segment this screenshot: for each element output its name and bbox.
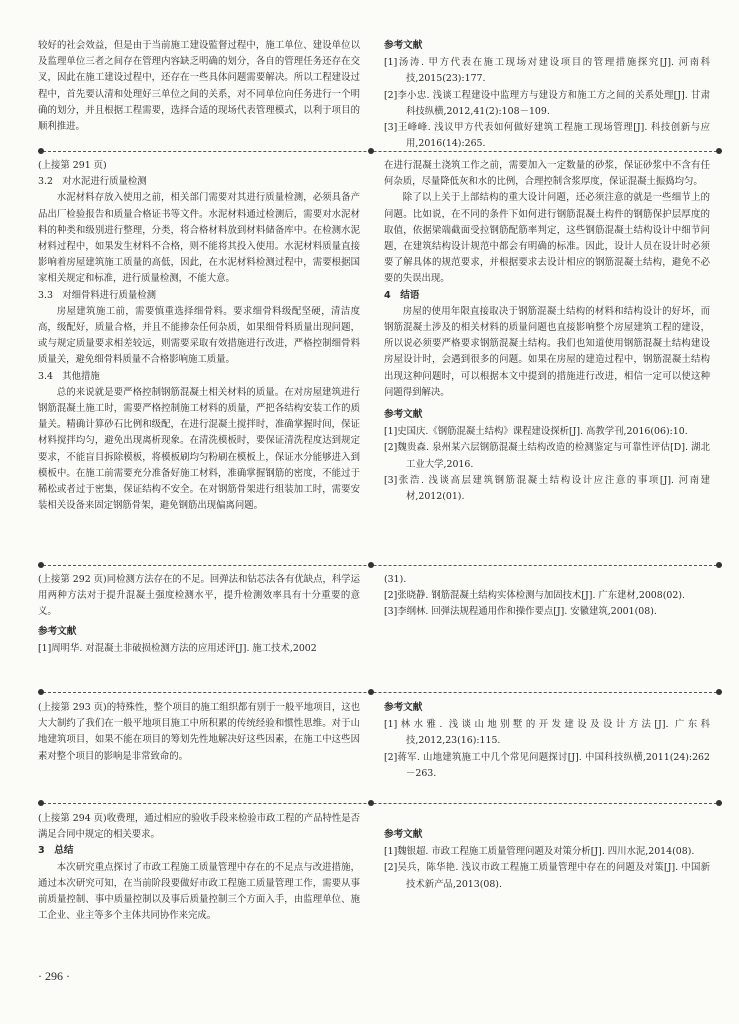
reference-item: [2]张晓静. 钢筋混凝土结构实体检测与加固技术[J]. 广东建材,2008(02). xyxy=(384,590,685,602)
section1-references xyxy=(384,38,710,152)
body-paragraph: 较好的社会效益，但是由于当前施工建设監督过程中，施工单位、建设单位以及监理单位三者之间存在管理内容缺乏明确的划分，各自的管理任务还存在交叉，因此在施工建设过程中，还存在一些具体问题需要解决。所以工程建设过程中，首先要认清和处理好三单位之间的关系，对不同单位向任务进行一个明确的划分，并且根据工程需要，选择合适的现场代表管理模式，以利于项目的顺利推进。 xyxy=(38,40,360,133)
reference-item: [1]汤涛. 甲方代表在施工现场对建设项目的管理措施探究[J]. 河南科技,2015(23):177. xyxy=(384,57,710,85)
body-paragraph: 本次研究重点探讨了市政工程施工质量管理中存在的不足点与改进措施，通过本次研究可知，在当前阶段要做好市政工程施工质量管理工作，需要从事前质量控制、事中质量控制以及事后质量控制三个方面入手，由监理单位、施工企业、业主等多个主体共同协作来完成。 xyxy=(38,861,360,922)
body-paragraph: 房屋的使用年限直接取决于钢筋混凝土结构的材料和结构设计的好坏，而钢筋混凝土涉及的相关材料的质量问题也直接影响整个房屋建筑工程的建设，所以说必须要严格要求钢筋混凝土结构。我们也知道使用钢筋混凝土结构建设房屋设计时，会遇到很多的问题。如果在房屋的建造过程中，钢筋混凝土结构出现这种问题时，可以根据本文中提到的措施进行改进，相信一定可以使这种问题得到解决。 xyxy=(384,305,710,398)
heading-4: 4 结语 xyxy=(384,289,420,301)
section-separator xyxy=(38,692,722,693)
references-heading: 参考文献 xyxy=(384,702,423,713)
reference-item: [2]吴兵，陈华艳. 浅议市政工程施工质量管理中存在的问题及对策[J]. 中国新技术新产品,2013(08). xyxy=(384,862,710,890)
heading-3-2: 3.2 对水泥进行质量检测 xyxy=(38,176,147,188)
body-paragraph: 总的来说就是要严格控制钢筋混凝土相关材料的质量。在对房屋建筑进行钢筋混凝土施工时，需要严格控制施工材料的质量，严把各结构安装工作的质量关。精确计算砂石比例和级配，在进行混凝土搅拌时，准确掌握时间，保证材料搅拌均匀，避免出现离析现象。在清洗模板时，要保证清洗程度达到规定要求，不能盲目拆除模板，将模板刷均匀粉刷在模板上，保证水分能够进入到模板中。在施工前需要充分准备好施工材料，准确掌握钢筋的密度，不能过于稀松或者过于密集，保证结构不安全。在对钢筋骨架进行组装加工时，需要安装相关设备来固定钢筋骨架，避免钢筋出现偏离问题。 xyxy=(38,386,360,512)
heading-3-4: 3.4 其他措施 xyxy=(38,370,100,382)
reference-item: [1]周明华. 对混凝土非破损检测方法的应用述评[J]. 施工技术,2002 xyxy=(38,642,317,654)
continued-note: (上接第 294 页)收费理，通过相应的验收手段来检验市政工程的产品特性是否满足合同中规定的相关要求。 xyxy=(38,813,360,841)
reference-item: [2]李小忠. 浅谈工程建设中监理方与建设方和施工方之间的关系处理[J]. 甘肃科技纵横,2012,41(2):108－109. xyxy=(384,89,710,117)
section2-right xyxy=(384,158,710,505)
references-heading: 参考文献 xyxy=(384,829,423,840)
heading-3: 3 总结 xyxy=(38,845,74,857)
reference-item: [1]林水雅. 浅谈山地别墅的开发建设及设计方法[J]. 广东科技,2012,23(16):115. xyxy=(384,719,710,747)
section3-left xyxy=(38,572,360,657)
reference-item: (31). xyxy=(384,574,407,585)
continued-note: (上接第 291 页) xyxy=(38,160,107,171)
section4-left xyxy=(38,700,360,765)
section5-left xyxy=(38,811,360,924)
section-separator xyxy=(38,151,722,152)
references-heading: 参考文献 xyxy=(384,40,423,51)
reference-item: [2]蒋军. 山地建筑施工中几个常见问题探讨[J]. 中国科技纵横,2011(24):262－263. xyxy=(384,751,710,779)
body-paragraph: 在进行混凝土浇筑工作之前，需要加入一定数量的砂浆，保证砂浆中不含有任何杂质，尽量降低灰和水的比例，合理控制含浆厚度，保证混凝土振捣均匀。 xyxy=(384,160,710,188)
body-paragraph: (上接第 293 页)的特殊性，整个项目的施工组织都有别于一般平地项目，这也大大制约了我们在一般平地项目施工中所积累的传统经验和惯性思维。对于山地建筑项目，如果不能在项目的筹划先性地解决好这些因素，在施工中这些因素对整个项目的影响是非常致命的。 xyxy=(38,702,360,762)
heading-3-3: 3.3 对细骨料进行质量检测 xyxy=(38,289,157,301)
section4-references xyxy=(384,700,710,782)
body-paragraph: (上接第 292 页)同检测方法存在的不足。回弹法和钻芯法各有优缺点，科学运用两种方法对于提升混凝土强度检测水平，提升检测效率具有十分重要的意义。 xyxy=(38,574,360,618)
body-paragraph: 水泥材料存放入使用之前，相关部门需要对其进行质量检测，必须具备产品出厂检验报告和质量合格证书等文件。水泥材料通过检测后，需要对水泥材料的种类和级别进行整理，分类，将合格材料放到材料储备库中。在检测水泥材料过程中，如果发生材料不合格，则不能将其投入使用。水泥材料质量直接影响着房屋建筑施工质量的高低，因此，在水泥材料检测过程中，需要根据国家相关规定和标准，进行质量检测，不能大意。 xyxy=(38,192,360,285)
section-separator xyxy=(38,803,722,804)
page-number: · 296 · xyxy=(38,969,70,983)
section1-left xyxy=(38,38,360,135)
reference-item: [3]王峰峰. 浅议甲方代表如何做好建筑工程施工现场管理[J]. 科技创新与应用,2016(14):265. xyxy=(384,122,710,150)
reference-item: [1]史国庆.《钢筋混凝土结构》课程建设探析[J]. 高教学刊,2016(06):10. xyxy=(384,426,688,438)
section-separator xyxy=(38,565,722,566)
reference-item: [3]张浩. 浅谈高层建筑钢筋混凝土结构设计应注意的事项[J]. 河南建材,2012(01). xyxy=(384,474,710,503)
section2-left xyxy=(38,158,360,514)
body-paragraph: 除了以上关于上部结构的重大设计问题，还必须注意的就是一些细节上的问题。比如说，在不同的条件下如何进行钢筋混凝土构件的钢筋保护层厚度的取值，依据梁端截面受拉钢筋配筋率判定，这些钢筋混凝土结构设计中细节问题，在建筑结构设计规范中都会有明确的标准。因此，设计人员在设计时必须要了解具体的规范要求，并根据要求去设计相应的钢筋混凝土结构，避免不必要的失误出现。 xyxy=(384,192,710,285)
references-heading: 参考文献 xyxy=(38,625,77,637)
reference-item: [3]李纲林. 回弹法规程通用作和操作要点[J]. 安徽建筑,2001(08). xyxy=(384,606,657,618)
references-heading: 参考文献 xyxy=(384,409,423,421)
section3-right xyxy=(384,572,710,621)
reference-item: [2]魏贵森. 泉州某六层钢筋混凝土结构改造的检测鉴定与可靠性评估[D]. 湖北工业大学,2016. xyxy=(384,442,710,470)
section5-references xyxy=(384,827,710,893)
body-paragraph: 房屋建筑施工前，需要慎重选择细骨料。要求细骨料级配坚硬，清洁度高，级配好，质量合格，并且不能掺杂任何杂质，如果细骨料质量出现问题，或与规定质量要求相差较远，则需要采取有效措施进行改进，严格控制细骨料质量关，避免细骨料质量不合格影响施工质量。 xyxy=(38,305,360,366)
reference-item: [1]魏银超. 市政工程施工质量管理问题及对策分析[J]. 四川水泥,2014(08). xyxy=(384,846,695,858)
